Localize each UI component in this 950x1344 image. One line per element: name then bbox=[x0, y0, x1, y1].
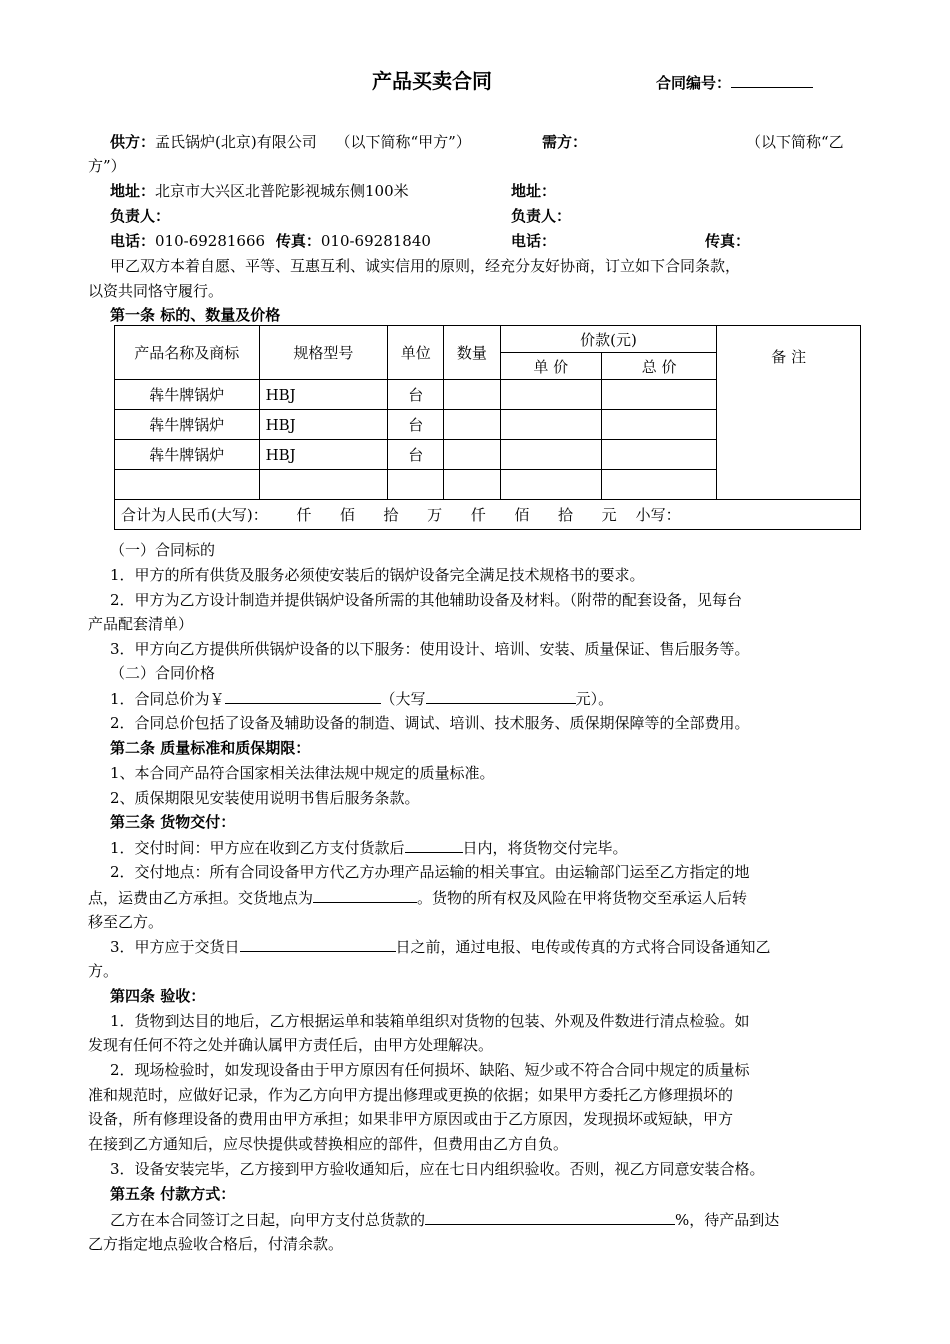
article3-item1: 1．交付时间：甲方应在收到乙方支付货款后 日内，将货物交付完毕。 bbox=[110, 839, 628, 857]
cell-unit: 台 bbox=[388, 410, 444, 440]
cell-qty[interactable] bbox=[444, 470, 500, 500]
price-total-blank[interactable] bbox=[225, 688, 381, 704]
th-qty: 数量 bbox=[444, 326, 500, 380]
sub-heading-2: （二）合同价格 bbox=[110, 664, 216, 682]
cell-total-price[interactable] bbox=[601, 410, 716, 440]
buyer-label: 需方： bbox=[542, 133, 588, 151]
th-price: 价款(元) bbox=[500, 326, 717, 353]
article4-item2-line3: 设备，所有修理设备的费用由甲方承担；如果非甲方原因或由于乙方原因，发现损坏或短缺，甲方 bbox=[88, 1110, 734, 1128]
article2-heading: 第二条 质量标准和质保期限： bbox=[110, 739, 311, 757]
article3-item3-line2: 方。 bbox=[88, 962, 119, 980]
article3-heading: 第三条 货物交付： bbox=[110, 813, 236, 831]
cell-model: HBJ bbox=[259, 380, 388, 410]
cell-unit-price[interactable] bbox=[500, 410, 601, 440]
delivery-days-blank[interactable] bbox=[405, 837, 463, 853]
cell-unit-price[interactable] bbox=[500, 380, 601, 410]
article1-item2-line2: 产品配套清单） bbox=[88, 615, 194, 633]
article4-item2-line2: 准和规范时，应做好记录，作为乙方向甲方提出修理或更换的依据；如果甲方委托乙方修理损坏的 bbox=[88, 1086, 734, 1104]
buyer-person-label: 负责人： bbox=[511, 207, 572, 225]
article4-item1-line2: 发现有任何不符之处并确认属甲方责任后，由甲方处理解决。 bbox=[88, 1036, 494, 1054]
article5-line2: 乙方指定地点验收合格后，付清余款。 bbox=[88, 1235, 344, 1253]
cell-name: 犇牛牌锅炉 bbox=[115, 440, 260, 470]
delivery-date-blank[interactable] bbox=[240, 936, 396, 952]
cell-qty[interactable] bbox=[444, 440, 500, 470]
buyer-alias-line1: （以下简称“乙 bbox=[746, 133, 844, 151]
th-unit: 单位 bbox=[388, 326, 444, 380]
sub-heading-1: （一）合同标的 bbox=[110, 541, 216, 559]
cell-unit-price[interactable] bbox=[500, 470, 601, 500]
delivery-place-blank[interactable] bbox=[313, 887, 417, 903]
article1-item2-line1: 2．甲方为乙方设计制造并提供锅炉设备所需的其他辅助设备及材料。（附带的配套设备，见每台 bbox=[110, 591, 743, 609]
cell-name: 犇牛牌锅炉 bbox=[115, 410, 260, 440]
supplier-phone-fax: 电话：010-69281666 传真：010-69281840 bbox=[110, 232, 431, 250]
buyer-alias-line2: 方”） bbox=[88, 157, 126, 175]
buyer-fax-label: 传真： bbox=[705, 232, 751, 250]
supplier-address: 地址：北京市大兴区北普陀影视城东侧100米 bbox=[110, 182, 409, 200]
th-model: 规格型号 bbox=[259, 326, 388, 380]
article1-item3: 3．甲方向乙方提供所供锅炉设备的以下服务：使用设计、培训、安装、质量保证、售后服务等。 bbox=[110, 640, 750, 658]
product-table bbox=[114, 325, 861, 530]
cell-unit: 台 bbox=[388, 440, 444, 470]
article3-item3: 3．甲方应于交货日 日之前，通过电报、电传或传真的方式将合同设备通知乙 bbox=[110, 938, 771, 956]
cell-total-price[interactable] bbox=[601, 470, 716, 500]
cell-qty[interactable] bbox=[444, 410, 500, 440]
buyer-phone-label: 电话： bbox=[511, 232, 557, 250]
buyer-address-label: 地址： bbox=[511, 182, 557, 200]
article5-heading: 第五条 付款方式： bbox=[110, 1185, 236, 1203]
article1-item1: 1．甲方的所有供货及服务必须使安装后的锅炉设备完全满足技术规格书的要求。 bbox=[110, 566, 645, 584]
cell-name: 犇牛牌锅炉 bbox=[115, 380, 260, 410]
th-unit-price: 单 价 bbox=[500, 353, 601, 380]
cell-unit-price[interactable] bbox=[500, 440, 601, 470]
article2-item1: 1、本合同产品符合国家相关法律法规中规定的质量标准。 bbox=[110, 764, 495, 782]
intro-line2: 以资共同恪守履行。 bbox=[88, 282, 224, 300]
payment-percent-blank[interactable] bbox=[425, 1209, 675, 1225]
article4-item2-line4: 在接到乙方通知后，应尽快提供或替换相应的部件，但费用由乙方自负。 bbox=[88, 1135, 569, 1153]
cell-model: HBJ bbox=[259, 440, 388, 470]
th-name: 产品名称及商标 bbox=[115, 326, 260, 380]
cell-model: HBJ bbox=[259, 410, 388, 440]
cell-unit: 台 bbox=[388, 380, 444, 410]
cell-total-price[interactable] bbox=[601, 380, 716, 410]
article3-item2-line2: 点，运费由乙方承担。交货地点为 。货物的所有权及风险在甲将货物交至承运人后转 bbox=[88, 889, 748, 907]
cell-total-price[interactable] bbox=[601, 440, 716, 470]
price-line2: 2．合同总价包括了设备及辅助设备的制造、调试、培训、技术服务、质保期保障等的全部费用。 bbox=[110, 714, 750, 732]
article4-item3: 3．设备安装完毕，乙方接到甲方验收通知后，应在七日内组织验收。否则，视乙方同意安装合格。 bbox=[110, 1160, 765, 1178]
page-title: 产品买卖合同 bbox=[372, 69, 492, 93]
total-row: 合计为人民币(大写)： 仟 佰 拾 万 仟 佰 拾 元 小写： bbox=[115, 500, 861, 530]
th-remark: 备 注 bbox=[717, 326, 861, 500]
th-total-price: 总 价 bbox=[601, 353, 716, 380]
article1-heading: 第一条 标的、数量及价格 bbox=[110, 306, 281, 324]
contract-number-blank[interactable] bbox=[731, 72, 813, 88]
cell-qty[interactable] bbox=[444, 380, 500, 410]
article4-heading: 第四条 验收： bbox=[110, 987, 206, 1005]
intro-line1: 甲乙双方本着自愿、平等、互惠互利、诚实信用的原则，经充分友好协商，订立如下合同条款， bbox=[110, 257, 741, 275]
article5-line1: 乙方在本合同签订之日起，向甲方支付总货款的 %，待产品到达 bbox=[110, 1211, 780, 1229]
article2-item2: 2、质保期限见安装使用说明书售后服务条款。 bbox=[110, 789, 420, 807]
article4-item2-line1: 2．现场检验时，如发现设备由于甲方原因有任何损坏、缺陷、短少或不符合合同中规定的质量标 bbox=[110, 1061, 750, 1079]
supplier-line: 供方：孟氏锅炉(北京)有限公司 （以下简称“甲方”） bbox=[110, 133, 471, 151]
article3-item2-line1: 2．交付地点：所有合同设备甲方代乙方办理产品运输的相关事宜。由运输部门运至乙方指定的地 bbox=[110, 863, 750, 881]
cell-name[interactable] bbox=[115, 470, 260, 500]
contract-number-label: 合同编号： bbox=[656, 72, 813, 93]
price-line1: 1．合同总价为￥ （大写 元）。 bbox=[110, 690, 614, 708]
article4-item1-line1: 1．货物到达目的地后，乙方根据运单和装箱单组织对货物的包装、外观及件数进行清点检验。如 bbox=[110, 1012, 750, 1030]
cell-unit[interactable] bbox=[388, 470, 444, 500]
price-capital-blank[interactable] bbox=[426, 688, 576, 704]
supplier-person-label: 负责人： bbox=[110, 207, 171, 225]
article3-item2-line3: 移至乙方。 bbox=[88, 913, 164, 931]
cell-model[interactable] bbox=[259, 470, 388, 500]
